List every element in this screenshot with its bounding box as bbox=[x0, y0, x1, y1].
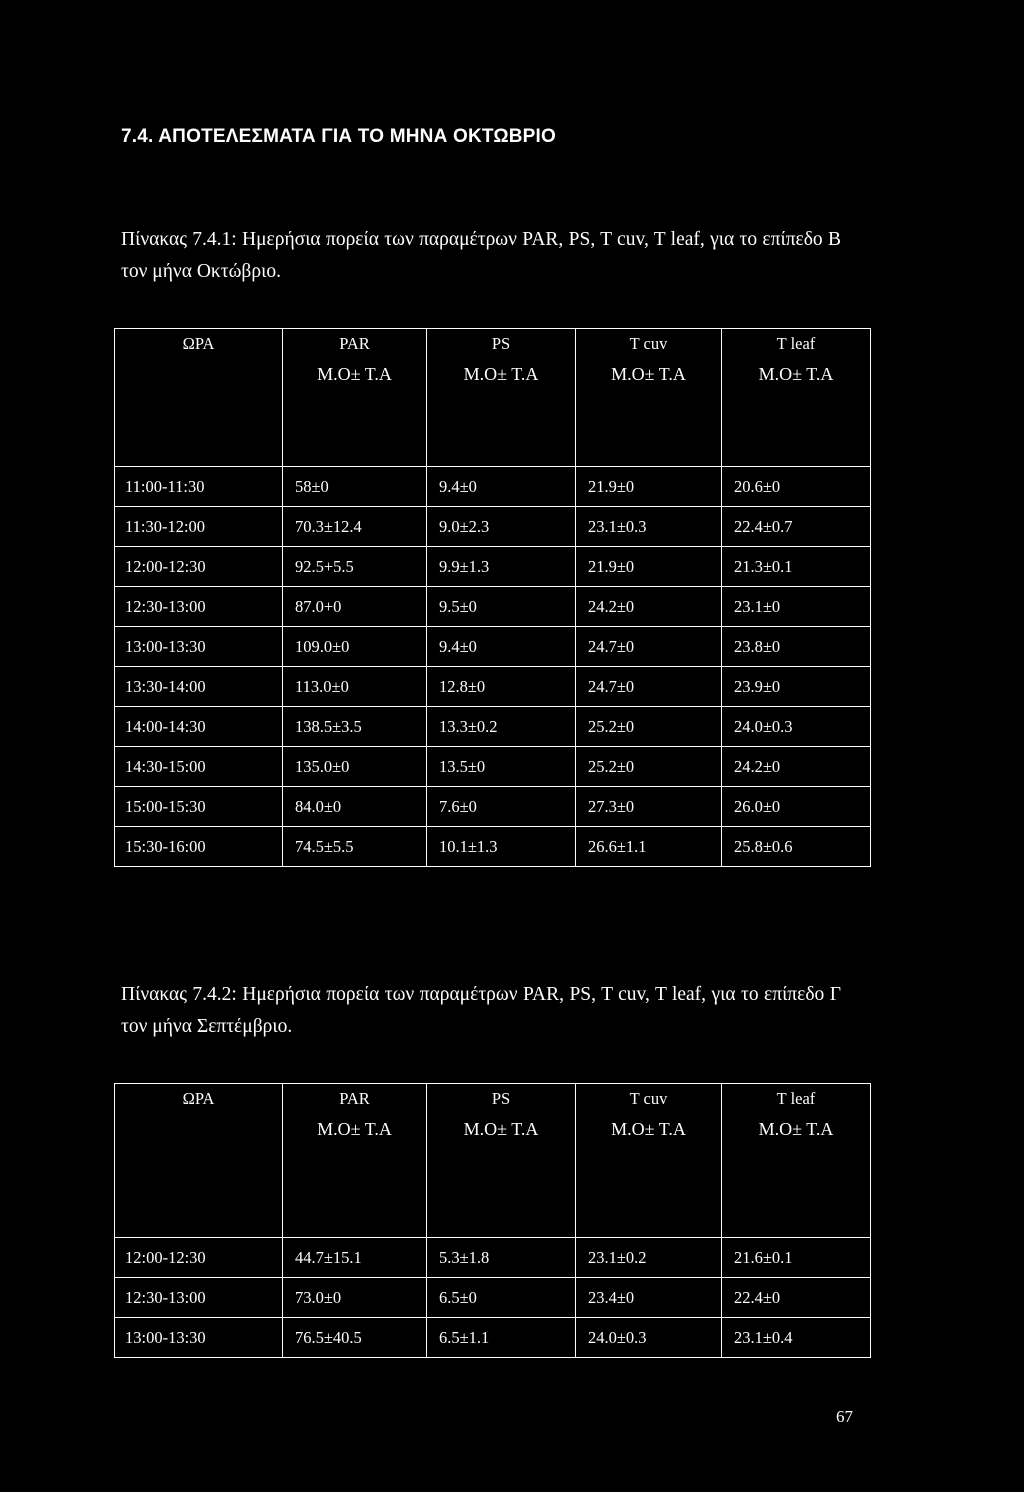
table-row bbox=[115, 507, 871, 547]
value-cell: 76.5±40.5 bbox=[283, 1318, 427, 1358]
value-cell: 58±0 bbox=[283, 467, 427, 507]
header-sub bbox=[115, 359, 282, 389]
value-cell: 24.0±0.3 bbox=[722, 707, 871, 747]
value-cell: 27.3±0 bbox=[576, 787, 722, 827]
value-cell: 22.4±0 bbox=[722, 1278, 871, 1318]
header-label: PAR bbox=[339, 334, 370, 353]
time-cell: 13:00-13:30 bbox=[115, 1318, 283, 1358]
value-cell: 6.5±0 bbox=[427, 1278, 576, 1318]
table2-header-cell bbox=[283, 1084, 427, 1238]
value-cell: 25.2±0 bbox=[576, 707, 722, 747]
value-cell: 13.3±0.2 bbox=[427, 707, 576, 747]
time-cell: 14:30-15:00 bbox=[115, 747, 283, 787]
value-cell: 87.0+0 bbox=[283, 587, 427, 627]
table2-header-cell bbox=[722, 1084, 871, 1238]
value-cell: 26.6±1.1 bbox=[576, 827, 722, 867]
value-cell: 23.1±0 bbox=[722, 587, 871, 627]
time-cell: 11:30-12:00 bbox=[115, 507, 283, 547]
value-cell: 113.0±0 bbox=[283, 667, 427, 707]
value-cell: 135.0±0 bbox=[283, 747, 427, 787]
value-cell: 23.1±0.4 bbox=[722, 1318, 871, 1358]
header-label: T leaf bbox=[776, 334, 816, 353]
time-cell: 13:30-14:00 bbox=[115, 667, 283, 707]
value-cell: 21.3±0.1 bbox=[722, 547, 871, 587]
value-cell: 5.3±1.8 bbox=[427, 1238, 576, 1278]
value-cell: 24.2±0 bbox=[722, 747, 871, 787]
value-cell: 21.9±0 bbox=[576, 467, 722, 507]
value-cell: 73.0±0 bbox=[283, 1278, 427, 1318]
value-cell: 70.3±12.4 bbox=[283, 507, 427, 547]
header-sub: Μ.Ο± Τ.Α bbox=[317, 364, 392, 384]
table1-caption: Πίνακας 7.4.1: Ημερήσια πορεία των παραμέτρων PAR, PS, T cuv, T leaf, για το επίπεδο Β τον μήνα Οκτώβριο. bbox=[121, 229, 841, 282]
header-label: T cuv bbox=[629, 334, 668, 353]
value-cell: 25.8±0.6 bbox=[722, 827, 871, 867]
header-sub: Μ.Ο± Τ.Α bbox=[463, 364, 539, 384]
header-label: PS bbox=[491, 334, 511, 353]
table2-header-row bbox=[115, 1084, 871, 1238]
header-sub: Μ.Ο± Τ.Α bbox=[758, 1119, 834, 1139]
value-cell: 23.9±0 bbox=[722, 667, 871, 707]
table2-caption: Πίνακας 7.4.2: Ημερήσια πορεία των παραμέτρων PAR, PS, T cuv, T leaf, για το επίπεδο Γ τον μήνα Σεπτέμβριο. bbox=[121, 984, 841, 1037]
value-cell: 21.6±0.1 bbox=[722, 1238, 871, 1278]
header-label: T cuv bbox=[629, 1089, 668, 1108]
header-sub bbox=[115, 1114, 282, 1144]
value-cell: 24.0±0.3 bbox=[576, 1318, 722, 1358]
value-cell: 9.5±0 bbox=[427, 587, 576, 627]
header-label: T leaf bbox=[776, 1089, 816, 1108]
table-row bbox=[115, 747, 871, 787]
table-row bbox=[115, 587, 871, 627]
value-cell: 6.5±1.1 bbox=[427, 1318, 576, 1358]
table1-header-cell bbox=[722, 329, 871, 467]
time-cell: 13:00-13:30 bbox=[115, 627, 283, 667]
value-cell: 13.5±0 bbox=[427, 747, 576, 787]
value-cell: 23.8±0 bbox=[722, 627, 871, 667]
table1-header-row bbox=[115, 329, 871, 467]
value-cell: 24.7±0 bbox=[576, 627, 722, 667]
page-number: 67 bbox=[836, 1407, 853, 1426]
value-cell: 22.4±0.7 bbox=[722, 507, 871, 547]
value-cell: 109.0±0 bbox=[283, 627, 427, 667]
table-row bbox=[115, 667, 871, 707]
value-cell: 12.8±0 bbox=[427, 667, 576, 707]
header-label: PS bbox=[491, 1089, 511, 1108]
time-cell: 11:00-11:30 bbox=[115, 467, 283, 507]
time-cell: 15:00-15:30 bbox=[115, 787, 283, 827]
value-cell: 138.5±3.5 bbox=[283, 707, 427, 747]
value-cell: 24.7±0 bbox=[576, 667, 722, 707]
table-row bbox=[115, 1238, 871, 1278]
table1-header-cell bbox=[283, 329, 427, 467]
header-sub: Μ.Ο± Τ.Α bbox=[611, 1119, 686, 1139]
value-cell: 92.5+5.5 bbox=[283, 547, 427, 587]
table-row bbox=[115, 707, 871, 747]
table1-header-cell bbox=[427, 329, 576, 467]
header-label: ΩΡΑ bbox=[182, 334, 215, 353]
time-cell: 12:00-12:30 bbox=[115, 1238, 283, 1278]
value-cell: 20.6±0 bbox=[722, 467, 871, 507]
value-cell: 84.0±0 bbox=[283, 787, 427, 827]
table2-header-cell bbox=[427, 1084, 576, 1238]
time-cell: 12:00-12:30 bbox=[115, 547, 283, 587]
value-cell: 9.4±0 bbox=[427, 467, 576, 507]
table-row bbox=[115, 787, 871, 827]
value-cell: 21.9±0 bbox=[576, 547, 722, 587]
time-cell: 15:30-16:00 bbox=[115, 827, 283, 867]
table2-header-cell bbox=[576, 1084, 722, 1238]
value-cell: 24.2±0 bbox=[576, 587, 722, 627]
value-cell: 9.9±1.3 bbox=[427, 547, 576, 587]
header-sub: Μ.Ο± Τ.Α bbox=[758, 364, 834, 384]
section-heading: 7.4. ΑΠΟΤΕΛΕΣΜΑΤΑ ΓΙΑ ΤΟ ΜΗΝΑ ΟΚΤΩΒΡΙΟ bbox=[121, 126, 557, 147]
value-cell: 23.1±0.3 bbox=[576, 507, 722, 547]
table-row bbox=[115, 627, 871, 667]
value-cell: 44.7±15.1 bbox=[283, 1238, 427, 1278]
table-row bbox=[115, 547, 871, 587]
table-row bbox=[115, 827, 871, 867]
table-row bbox=[115, 467, 871, 507]
value-cell: 26.0±0 bbox=[722, 787, 871, 827]
value-cell: 74.5±5.5 bbox=[283, 827, 427, 867]
value-cell: 25.2±0 bbox=[576, 747, 722, 787]
value-cell: 9.4±0 bbox=[427, 627, 576, 667]
value-cell: 7.6±0 bbox=[427, 787, 576, 827]
time-cell: 12:30-13:00 bbox=[115, 587, 283, 627]
table-row bbox=[115, 1318, 871, 1358]
time-cell: 12:30-13:00 bbox=[115, 1278, 283, 1318]
table-row bbox=[115, 1278, 871, 1318]
value-cell: 10.1±1.3 bbox=[427, 827, 576, 867]
value-cell: 9.0±2.3 bbox=[427, 507, 576, 547]
value-cell: 23.4±0 bbox=[576, 1278, 722, 1318]
table1-header-cell bbox=[115, 329, 283, 467]
value-cell: 23.1±0.2 bbox=[576, 1238, 722, 1278]
header-label: PAR bbox=[339, 1089, 370, 1108]
header-label: ΩΡΑ bbox=[182, 1089, 215, 1108]
time-cell: 14:00-14:30 bbox=[115, 707, 283, 747]
table2 bbox=[114, 1083, 871, 1358]
table2-header-cell bbox=[115, 1084, 283, 1238]
header-sub: Μ.Ο± Τ.Α bbox=[463, 1119, 539, 1139]
table1 bbox=[114, 328, 871, 867]
header-sub: Μ.Ο± Τ.Α bbox=[317, 1119, 392, 1139]
header-sub: Μ.Ο± Τ.Α bbox=[611, 364, 686, 384]
table1-header-cell bbox=[576, 329, 722, 467]
